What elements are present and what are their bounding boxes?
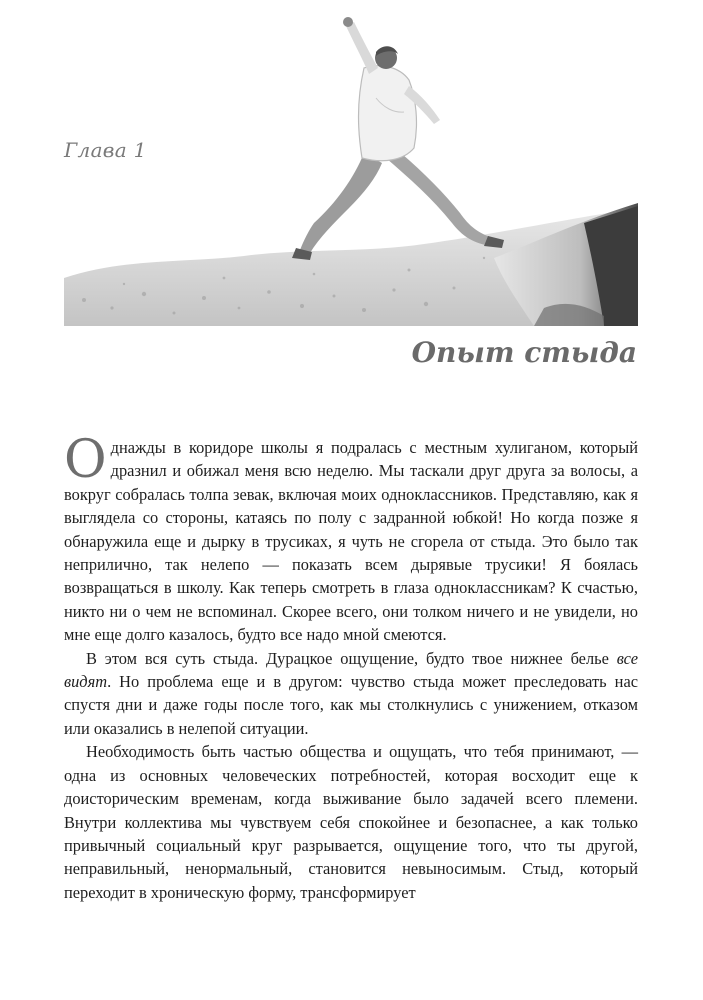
paragraph-3 [64, 740, 638, 904]
paragraph-1-text: днажды в коридоре школы я подралась с местным хулиганом, который дразнил и обижал меня всю неделю. Мы таскали друг друга за волосы, а вокруг собралась толпа зевак, включая моих одноклассников. Представляю, как я выглядела со стороны, катаясь по полу с задранной юбкой! Но когда позже я обнаружила еще и дырку в трусиках, я чуть не сгорела от стыда. Это было так неприлично, так нелепо — показать всем дырявые трусики! Я боялась возвращаться в школу. Как теперь смотреть в глаза одноклассникам? К счастью, никто ни о чем не вспоминал. Скорее всего, они толком ничего и не увидели, но мне еще долго казалось, будто все надо мной смеются. [64, 438, 638, 645]
chapter-title: Опыт стыда [411, 336, 637, 369]
paragraph-2-text-after: . Но проблема еще и в другом: чувство стыда может преследовать нас спустя дни и даже годы после того, как мы столкнулись с унижением, отказом или оказались в нелепой ситуации. [64, 672, 638, 738]
chapter-label: Глава 1 [64, 138, 147, 162]
paragraph-2-emphasis: все видят [64, 648, 638, 692]
paragraph-2-text-before: В этом вся суть стыда. Дурацкое ощущение, будто твое нижнее белье [86, 648, 617, 668]
paragraph-3-text: Необходимость быть частью общества и ощущать, что тебя принимают, — одна из основных человеческих потребностей, которая восходит еще к доисторическим временам, когда выживание было задачей всего племени. Внутри коллектива мы чувствуем себя спокойнее и безопаснее, а как только привычный социальный круг разрывается, ощущение того, что ты другой, неправильный, ненормальный, становится невыносимым. Стыд, который переходит в хроническую форму, трансформирует [64, 742, 638, 902]
woman-leaping-over-rocks-illustration [64, 8, 638, 326]
paragraph-2 [64, 647, 638, 741]
paragraph-1 [64, 430, 638, 647]
drop-cap: О [64, 430, 107, 490]
body-text [64, 430, 638, 904]
